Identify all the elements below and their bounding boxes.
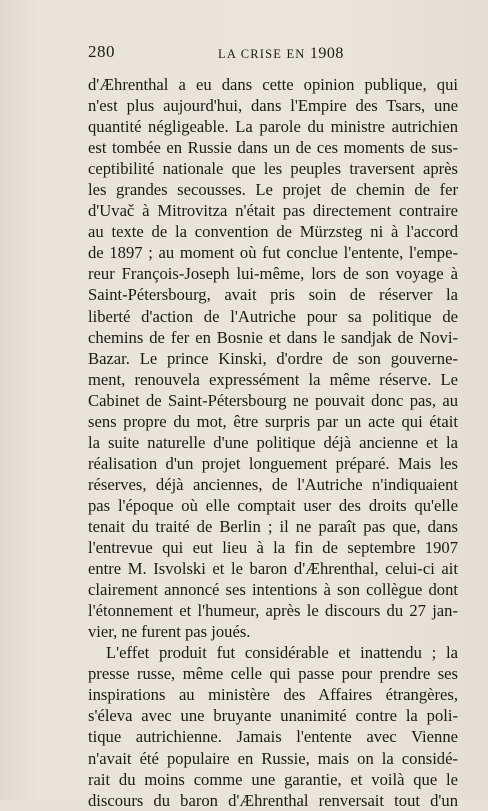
- text-line: clairement annoncé ses intentions à son collègue dont: [88, 580, 458, 600]
- text-line: tenait du traité de Berlin ; il ne paraît pas que, dans: [88, 516, 458, 536]
- text-line: d'Uvač à Mitrovitza n'était pas directement contraire: [88, 201, 458, 221]
- text-line: vier, ne furent pas joués.: [88, 622, 251, 642]
- page-number: 280: [88, 42, 115, 61]
- page-header: [88, 42, 458, 64]
- text-line: reur François-Joseph lui-même, lors de son voyage à: [88, 264, 458, 284]
- text-line: n'est plus aujourd'hui, dans l'Empire des Tsars, une: [88, 96, 458, 116]
- running-head: [218, 45, 344, 63]
- text-line: liberté d'action de l'Autriche pour sa politique de: [88, 306, 458, 326]
- text-line: l'étonnement et l'humeur, après le discours du 27 jan-: [88, 601, 458, 621]
- text-line: pas l'époque où elle comptait user des droits qu'elle: [88, 495, 458, 515]
- text-line: Saint-Pétersbourg, avait pris soin de réserver la: [88, 285, 458, 305]
- running-head-year: 1908: [309, 45, 344, 62]
- text-line: tique autrichienne. Jamais l'entente avec Vienne: [88, 727, 458, 747]
- text-line: s'éleva avec une bruyante unanimité contre la poli-: [88, 706, 458, 726]
- text-line: entre M. Isvolski et le baron d'Æhrenthal, celui-ci ait: [88, 559, 458, 579]
- text-line: ceptibilité nationale que les peuples traversent après: [88, 159, 458, 179]
- text-line: n'avait été populaire en Russie, mais on la considé-: [88, 748, 458, 768]
- text-line: presse russe, même celle qui passe pour prendre ses: [88, 664, 458, 684]
- running-head-title: LA CRISE EN: [218, 47, 310, 61]
- text-line: réalisation d'un projet longuement préparé. Mais les: [88, 453, 458, 473]
- text-line: Cabinet de Saint-Pétersbourg ne pouvait donc pas, au: [88, 390, 458, 410]
- text-line: la suite naturelle d'une politique déjà ancienne et la: [88, 432, 458, 452]
- text-line: les grandes secousses. Le projet de chemin de fer: [88, 180, 458, 200]
- text-line: ment, renouvela expressément la même réserve. Le: [88, 369, 458, 389]
- text-line: L'effet produit fut considérable et inattendu ; la: [106, 643, 458, 663]
- text-line: quantité négligeable. La parole du ministre autrichien: [88, 117, 458, 137]
- body-text: [88, 74, 458, 811]
- text-line: Bazar. Le prince Kinski, d'ordre de son gouverne-: [88, 348, 458, 368]
- text-line: au texte de la convention de Mürzsteg ni à l'accord: [88, 222, 458, 242]
- text-line: l'entrevue qui eut lieu à la fin de septembre 1907: [88, 538, 458, 558]
- text-line: de 1897 ; au moment où fut conclue l'entente, l'empe-: [88, 243, 458, 263]
- text-line: d'Æhrenthal a eu dans cette opinion publique, qui: [88, 75, 458, 94]
- text-line: inspirations au ministère des Affaires étrangères,: [88, 685, 458, 705]
- paragraph: [88, 74, 458, 642]
- text-line: est tombée en Russie dans un de ces moments de sus-: [88, 138, 458, 158]
- text-line: sens propre du mot, être surpris par un acte qui était: [88, 411, 458, 431]
- text-line: discours du baron d'Æhrenthal renversait tout d'un: [88, 790, 458, 810]
- text-line: chemins de fer en Bosnie et dans le sandjak de Novi-: [88, 327, 458, 347]
- text-line: rait du moins comme une garantie, et voilà que le: [88, 769, 458, 789]
- paragraph: [88, 642, 458, 810]
- text-line: réserves, déjà anciennes, de l'Autriche n'indiquaient: [88, 474, 458, 494]
